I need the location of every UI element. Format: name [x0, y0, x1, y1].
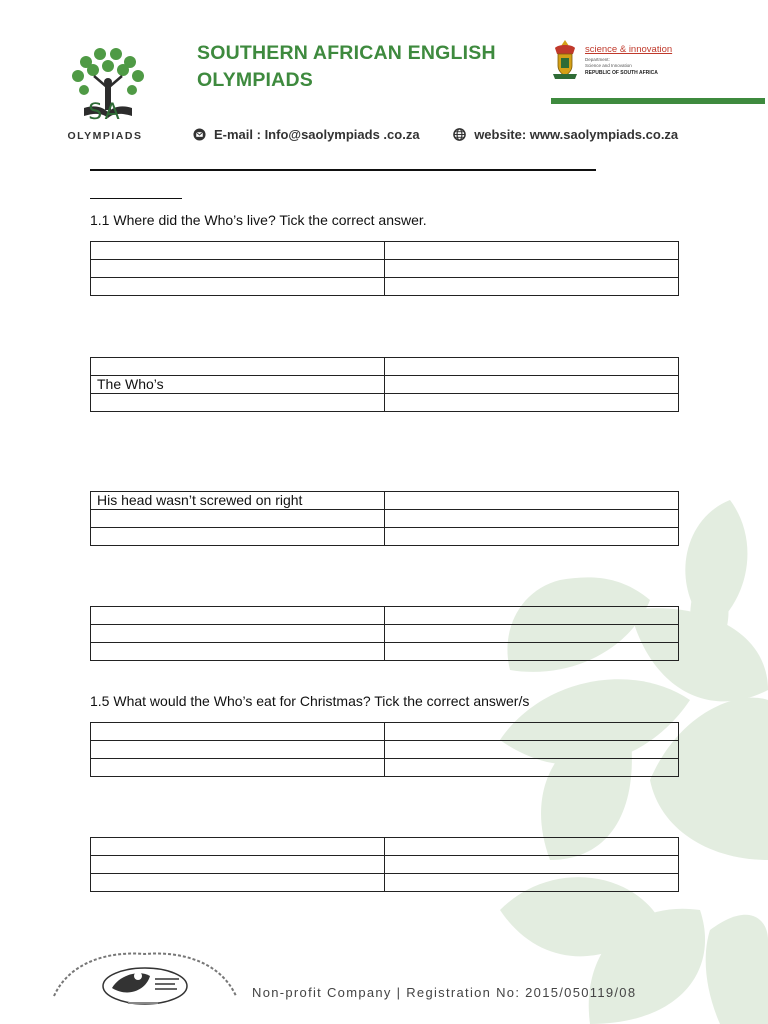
tick-cell[interactable]	[385, 510, 679, 528]
option-cell	[91, 856, 385, 874]
table-row	[91, 741, 679, 759]
contact-line	[193, 127, 708, 144]
question-text-5: 1.5 What would the Who’s eat for Christmas? Tick the correct answer/s	[90, 693, 530, 709]
option-cell: The Who’s	[91, 376, 385, 394]
tick-cell[interactable]	[385, 856, 679, 874]
table-row	[91, 510, 679, 528]
tick-cell[interactable]	[385, 625, 679, 643]
footer-seal-logo	[50, 946, 240, 1006]
option-cell	[91, 607, 385, 625]
option-cell	[91, 510, 385, 528]
logo-olympiads-text: OLYMPIADS	[67, 130, 143, 142]
table-row	[91, 394, 679, 412]
table-row	[91, 492, 679, 510]
option-cell: His head wasn’t screwed on right	[91, 492, 385, 510]
tick-cell[interactable]	[385, 376, 679, 394]
title-line-1: SOUTHERN AFRICAN ENGLISH	[197, 42, 496, 64]
option-cell	[91, 874, 385, 892]
tick-cell[interactable]	[385, 643, 679, 661]
name-line	[90, 169, 596, 171]
tick-cell[interactable]	[385, 528, 679, 546]
option-cell	[91, 838, 385, 856]
email-icon	[193, 128, 206, 141]
website-contact[interactable]	[453, 127, 678, 142]
partner-sub-3: REPUBLIC OF SOUTH AFRICA	[585, 70, 658, 76]
partner-sub-1: Department:	[585, 57, 610, 62]
tick-cell[interactable]	[385, 260, 679, 278]
option-cell	[91, 528, 385, 546]
logo-sa-text: SA	[88, 100, 122, 125]
coat-of-arms-icon	[550, 38, 580, 80]
globe-icon	[453, 128, 466, 141]
tree-logo-icon	[58, 22, 158, 146]
answer-table-6	[90, 837, 679, 892]
tick-cell[interactable]	[385, 759, 679, 777]
organisation-title	[197, 40, 537, 94]
footer-registration: Non-profit Company | Registration No: 2015/050119/08	[252, 985, 637, 1000]
website-text: website: www.saolympiads.co.za	[474, 127, 679, 142]
option-cell	[91, 394, 385, 412]
table-row	[91, 838, 679, 856]
option-cell	[91, 358, 385, 376]
answer-table-1	[90, 241, 679, 296]
tick-cell[interactable]	[385, 607, 679, 625]
table-row	[91, 874, 679, 892]
option-cell	[91, 625, 385, 643]
email-text: E-mail : Info@saolympiads .co.za	[214, 127, 420, 142]
table-row	[91, 607, 679, 625]
table-row	[91, 260, 679, 278]
tick-cell[interactable]	[385, 723, 679, 741]
tick-cell[interactable]	[385, 874, 679, 892]
option-cell	[91, 260, 385, 278]
tick-cell[interactable]	[385, 358, 679, 376]
table-row	[91, 759, 679, 777]
table-row	[91, 278, 679, 296]
email-contact[interactable]	[193, 127, 420, 142]
tick-cell[interactable]	[385, 838, 679, 856]
answer-table-5	[90, 722, 679, 777]
tick-cell[interactable]	[385, 492, 679, 510]
table-row	[91, 242, 679, 260]
header-green-bar	[551, 98, 765, 104]
answer-table-3	[90, 491, 679, 546]
table-row	[91, 528, 679, 546]
option-cell	[91, 242, 385, 260]
answer-table-4	[90, 606, 679, 661]
table-row	[91, 358, 679, 376]
option-cell	[91, 723, 385, 741]
tick-cell[interactable]	[385, 278, 679, 296]
table-row	[91, 643, 679, 661]
table-row	[91, 856, 679, 874]
tick-cell[interactable]	[385, 741, 679, 759]
option-cell	[91, 741, 385, 759]
table-row	[91, 376, 679, 394]
table-row	[91, 625, 679, 643]
option-cell	[91, 278, 385, 296]
option-cell	[91, 643, 385, 661]
title-line-2: OLYMPIADS	[197, 69, 313, 91]
partner-name: science & innovation	[585, 44, 673, 55]
short-line	[90, 198, 182, 199]
question-text-1: 1.1 Where did the Who’s live? Tick the correct answer.	[90, 212, 427, 228]
tick-cell[interactable]	[385, 394, 679, 412]
option-cell	[91, 759, 385, 777]
tick-cell[interactable]	[385, 242, 679, 260]
partner-sub-2: Science and Innovation	[585, 63, 632, 68]
answer-table-2	[90, 357, 679, 412]
table-row	[91, 723, 679, 741]
